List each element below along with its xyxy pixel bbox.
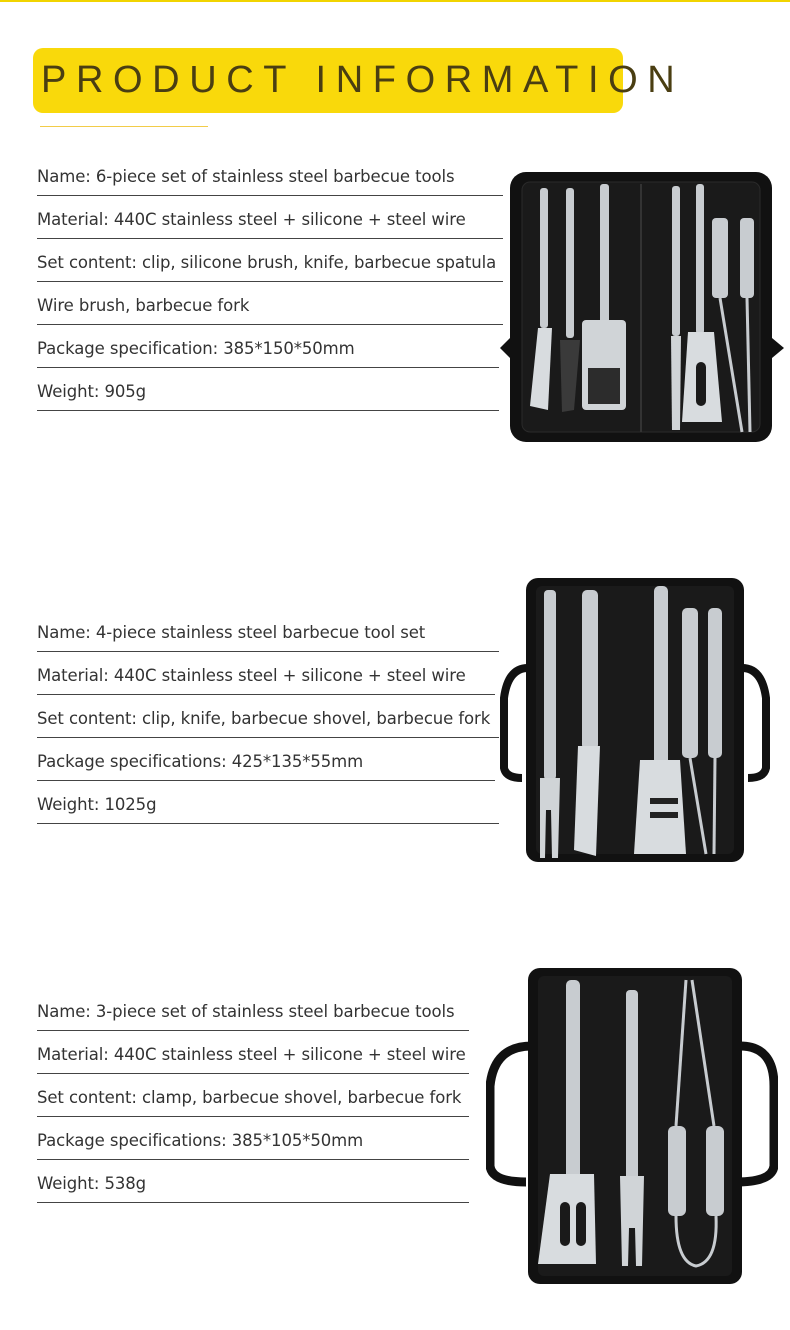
spec-row-content: Set content: clamp, barbecue shovel, barbecue fork — [37, 1074, 469, 1117]
product-image-3-piece — [486, 966, 778, 1288]
section-banner — [33, 48, 685, 113]
spec-row-weight: Weight: 538g — [37, 1160, 469, 1203]
spec-row-name: Name: 3-piece set of stainless steel barbecue tools — [37, 988, 469, 1031]
spec-row-content: Set content: clip, silicone brush, knife, barbecue spatula — [37, 239, 503, 282]
spec-row-weight: Weight: 1025g — [37, 781, 499, 824]
product-image-4-piece — [500, 578, 770, 864]
spec-row-material: Material: 440C stainless steel + silicone + steel wire — [37, 196, 503, 239]
spec-row-name: Name: 4-piece stainless steel barbecue tool set — [37, 609, 499, 652]
title-underline — [40, 126, 208, 127]
spec-row-package: Package specifications: 385*105*50mm — [37, 1117, 469, 1160]
spec-row-package: Package specifications: 425*135*55mm — [37, 738, 495, 781]
spec-list-3-piece — [37, 988, 469, 1203]
product-image-6-piece — [500, 170, 784, 445]
spec-row-material: Material: 440C stainless steel + silicone + steel wire — [37, 1031, 469, 1074]
spec-row-name: Name: 6-piece set of stainless steel barbecue tools — [37, 153, 503, 196]
spec-row-material: Material: 440C stainless steel + silicone + steel wire — [37, 652, 495, 695]
page-title: PRODUCT INFORMATION — [41, 59, 685, 101]
spec-list-4-piece — [37, 609, 499, 824]
spec-row-weight: Weight: 905g — [37, 368, 499, 411]
spec-row-package: Package specification: 385*150*50mm — [37, 325, 499, 368]
top-divider — [0, 0, 790, 2]
spec-row-content-cont: Wire brush, barbecue fork — [37, 282, 503, 325]
spec-row-content: Set content: clip, knife, barbecue shovel, barbecue fork — [37, 695, 499, 738]
spec-list-6-piece — [37, 153, 503, 411]
